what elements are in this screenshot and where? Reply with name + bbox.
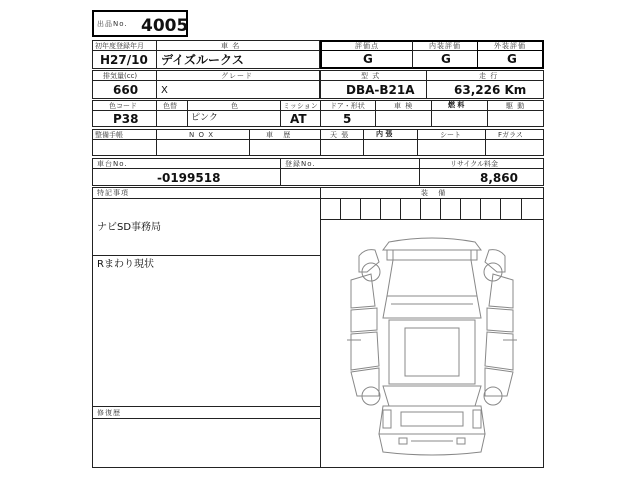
mission-value: AT (290, 112, 307, 126)
chassis-label: 車台No. (97, 160, 128, 168)
equipment-grid (320, 198, 544, 220)
recycle-label: リサイクル料金 (450, 160, 499, 168)
recycle-value: 8,860 (480, 171, 518, 185)
car-name-value: デイズルークス (161, 53, 244, 67)
lot-number-value: 4005 (141, 16, 189, 36)
chassis-value: -0199518 (157, 171, 221, 185)
glass-label: Fガラス (498, 131, 523, 139)
score-value: G (363, 52, 373, 66)
repair-box (92, 418, 321, 468)
color-code-value: P38 (113, 112, 139, 126)
notes-box-2 (92, 255, 321, 407)
exterior-cell (477, 50, 544, 69)
interior-label: 内装評価 (429, 42, 461, 50)
equipment-cell (320, 198, 341, 220)
interior-trim-cell (363, 139, 418, 156)
displacement-label: 排気量(cc) (103, 72, 138, 80)
equipment-cell (420, 198, 441, 220)
repair-label: 修復歴 (97, 409, 121, 417)
mileage-label: 走 行 (479, 72, 499, 80)
score-label: 評価点 (355, 42, 379, 50)
roof-cell (320, 139, 364, 156)
door-value: 5 (343, 112, 352, 126)
equipment-cell (460, 198, 481, 220)
notes-label: 特記事項 (97, 189, 129, 197)
equipment-cell (360, 198, 381, 220)
inspection-label: 車 検 (394, 102, 414, 110)
chassis-cell (92, 168, 281, 186)
grade-value: X (161, 85, 168, 96)
car-outline-diagram (321, 220, 543, 467)
displacement-value: 660 (113, 83, 139, 97)
mileage-cell (426, 80, 544, 99)
mileage-value: 63,226 Km (454, 83, 527, 97)
first-reg-cell (92, 50, 157, 69)
grade-label: グレード (221, 72, 253, 80)
recycle-cell (419, 168, 544, 186)
fuel-cell (431, 110, 488, 127)
equipment-label: 装 備 (421, 189, 450, 197)
exterior-value: G (507, 52, 517, 66)
history-cell (249, 139, 321, 156)
mission-label: ミッション (283, 102, 318, 110)
nox-cell (156, 139, 250, 156)
notes-box (92, 198, 321, 256)
equipment-cell (400, 198, 421, 220)
drive-cell (487, 110, 544, 127)
inspection-cell (375, 110, 432, 127)
color-cell (187, 110, 281, 127)
manual-label: 整備手帳 (95, 131, 123, 139)
color-code-cell (92, 110, 157, 127)
seat-label: シート (440, 131, 461, 139)
lot-number-label: 出品No. (97, 20, 128, 28)
fuel-label: 燃 料 (448, 101, 465, 109)
mission-cell (280, 110, 321, 127)
color-change-cell (156, 110, 188, 127)
history-label: 車 歴 (266, 131, 295, 139)
model-value: DBA-B21A (346, 83, 415, 97)
displacement-cell (92, 80, 157, 99)
equipment-cell (380, 198, 401, 220)
door-cell (320, 110, 376, 127)
drive-label: 駆 動 (506, 102, 526, 110)
model-cell (320, 80, 427, 99)
color-value: ピンク (191, 113, 218, 123)
seat-cell (417, 139, 486, 156)
color-code-label: 色コード (109, 102, 137, 110)
color-label: 色 (231, 102, 239, 110)
glass-cell (485, 139, 544, 156)
reg-no-label: 登録No. (285, 160, 316, 168)
car-name-label: 車 名 (221, 42, 241, 50)
grade-cell (156, 80, 320, 99)
nox-label: N O X (189, 131, 214, 139)
roof-label: 天 張 (330, 131, 350, 139)
manual-cell (92, 139, 157, 156)
equipment-cell (340, 198, 361, 220)
door-label: ドア・形状 (330, 102, 365, 110)
car-diagram-box (320, 219, 544, 468)
interior-trim-label: 内 張 (376, 130, 393, 138)
equipment-cell (440, 198, 461, 220)
interior-cell (412, 50, 478, 69)
equipment-cell (500, 198, 522, 220)
lot-number-box (92, 10, 188, 37)
first-reg-label: 初年度登録年月 (95, 42, 144, 50)
note-line-1: ナビSD事務局 (97, 222, 162, 233)
interior-value: G (441, 52, 451, 66)
reg-no-cell (280, 168, 420, 186)
color-change-label: 色替 (163, 102, 177, 110)
exterior-label: 外装評価 (494, 42, 526, 50)
first-reg-value: H27/10 (100, 53, 148, 67)
equipment-cell (480, 198, 501, 220)
model-label: 型 式 (361, 72, 381, 80)
score-cell (320, 50, 413, 69)
note-line-2: Rまわり現状 (97, 259, 154, 270)
equipment-cell (521, 198, 544, 220)
car-name-cell (156, 50, 320, 69)
